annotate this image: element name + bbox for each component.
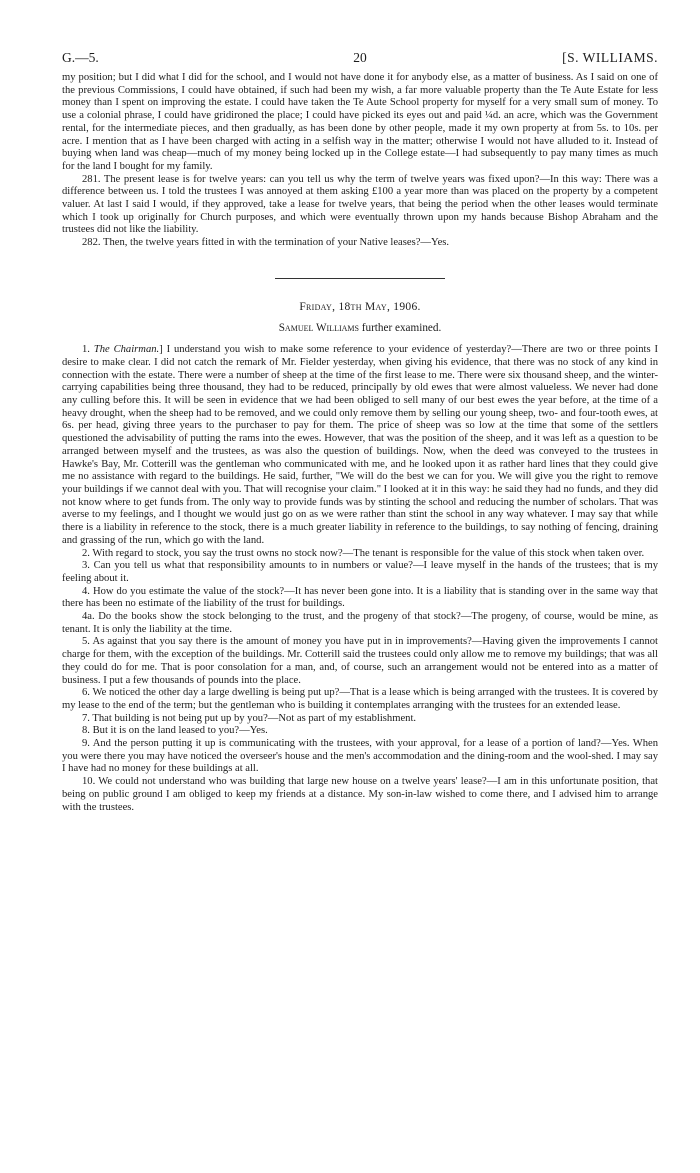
paragraph: 9. And the person putting it up is communicating with the trustees, with your approval, for a lease of a portion of land?—Yes. When you were there you may have noticed the overseer's house and the men's accommodation and the dining-room and the wool-shed. I may say I have had no money for these buildings at all. — [62, 738, 658, 775]
paragraph: 10. We could not understand who was building that large new house on a twelve years' lease?—I am in this unfortunate position, that being on public ground I am obliged to keep my friends at a distance. My son-in-law wished to come there, and I advised him to arrange with the trustees. — [62, 776, 658, 813]
page-header — [62, 50, 658, 72]
witness-name: Samuel Williams — [278, 321, 359, 334]
witness-suffix: further examined. — [358, 321, 442, 334]
section-divider — [275, 278, 445, 279]
question-text: ] I understand you wish to make some reference to your evidence of yesterday?—There are two or three points I desire to make clear. I did not catch the remark of Mr. Fielder yesterday, when giving his evidence, that there was no stock of any kind in connection with the estate. There were a number of sheep at the time of the first lease to me. There were six thousand sheep, and the winter-carrying capabilities being three thousand, they had to be reduced, principally by old ewes that were almost valueless. We never had done any culling before this. It will be seen in evidence that we had been obliged to sell many of our best ewes the year before, at the time of a heavy drought, when the sheep had to be removed, and we could only remove them by selling our young sheep, two- and four-tooth ewes, at 6s. per head, giving three years to the purchaser to pay for them. The price of sheep was so low at the time that some of the settlers questioned the advisability of putting the rams into the ewes. However, that was the position of the sheep, and it was left as a question to be arranged between myself and the trustees, as was also the question of buildings. Now, when the deed was conveyed to the trustees in Hawke's Bay, Mr. Cotterill was the gentleman who communicated with me, and he looked upon it as rather hard lines that they could give me no assistance with regard to the buildings. He said, further, "We will do the best we can for you. We will give you the right to remove your buildings if we cannot deal with you. That will recognise your claim." I looked at it in this way: he said they had no funds, and they did not know where to get funds from. The only way to provide funds was by stinting the school and reducing the number of scholars. That was averse to my feelings, and I thought we would just go on as we were rather than stint the school in any way whatever. I may say that while there is a liability in reference to the stock, there is a much greater liability in reference to the buildings, to say nothing of fencing, draining and grassing of the run, which go with the land. — [62, 344, 658, 546]
paragraph: 282. Then, the twelve years fitted in with the termination of your Native leases?—Yes. — [82, 237, 450, 249]
document-reference: G.—5. — [62, 50, 99, 65]
paragraph: 7. That building is not being put up by you?—Not as part of my establishment. — [82, 712, 417, 724]
paragraph: 2. With regard to stock, you say the trust owns no stock now?—The tenant is responsible for the value of this stock when taken over. — [82, 547, 645, 559]
witness-heading — [62, 322, 658, 335]
paragraph: 3. Can you tell us what that responsibility amounts to in numbers or value?—I leave myself in the hands of the trustees; that is my feeling about it. — [62, 560, 658, 584]
paragraph: 5. As against that you say there is the amount of money you have put in in improvements?—Having given the improvements I cannot charge for them, with the exception of the buildings. Mr. Cotterill said the trustees could only allow me to remove my buildings; that was all they could do for me. That is poor consolation for a man, and, of course, such an arrangement would not be entered into as a matter of business. I put a few thousands of pounds into the place. — [62, 636, 658, 686]
running-head: [S. WILLIAMS. — [562, 50, 658, 65]
speaker: The Chairman. — [93, 344, 160, 356]
paragraph: my position; but I did what I did for the school, and I would not have done it for anybody else, as a matter of business. As I said on one of the previous Commissions, I could have obtained, if such had been my wish, a far more valuable property than the Te Aute Estate for less money than I spent on improving the estate. I could have taken the Te Aute School property for myself for a very small sum of money. To use a colonial phrase, I could have gridironed the place; I could have picked its eyes out and paid ¼d. an acre, which was the Government rental, for the intermediate pieces, and then gradually, as has been done by other people, made it my own property at from 5s. to 10s. per acre. I mention that as I have been charged with acting in a selfish way in the matter; otherwise I would not have alluded to it. Instead of buying when land was cheap—much of my money being locked up in the College estate—I had subsequently to pay many times as much for the land I bought for my family. — [62, 72, 658, 172]
paragraph: 281. The present lease is for twelve years: can you tell us why the term of twelve years was fixed upon?—In this way: There was a difference between us. I told the trustees I was annoyed at them asking £100 a year more than was placed on the property by a competent valuer. At last I said I would, if they approved, take a lease for twelve years, that being the period when the other leases would terminate which I took up originally for Church purposes, and which were eventually thrown upon my hands because Bishop Abraham and the trustees did not like the liability. — [62, 173, 658, 236]
paragraph: 4a. Do the books show the stock belonging to the trust, and the progeny of that stock?—The progeny, of course, would be mine, as tenant. It is only the liability at the time. — [62, 611, 658, 635]
paragraph: 4. How do you estimate the value of the stock?—It has never been gone into. It is a liability that is standing over in the same way that there has been no estimate of the liability of the trust for buildings. — [62, 585, 658, 610]
paragraph: 6. We noticed the other day a large dwelling is being put up?—That is a lease which is being arranged with the trustees. It is covered by my lease to the end of the term; but the gentleman who is building it contemplates arranging with the trustees for an extended lease. — [62, 687, 658, 711]
paragraph — [62, 344, 658, 547]
paragraph: 8. But it is on the land leased to you?—Yes. — [82, 725, 268, 737]
page-number: 20 — [353, 50, 367, 65]
document-body — [62, 72, 658, 814]
question-number: 1. — [82, 344, 94, 356]
session-date: Friday, 18th May, 1906. — [299, 300, 421, 313]
